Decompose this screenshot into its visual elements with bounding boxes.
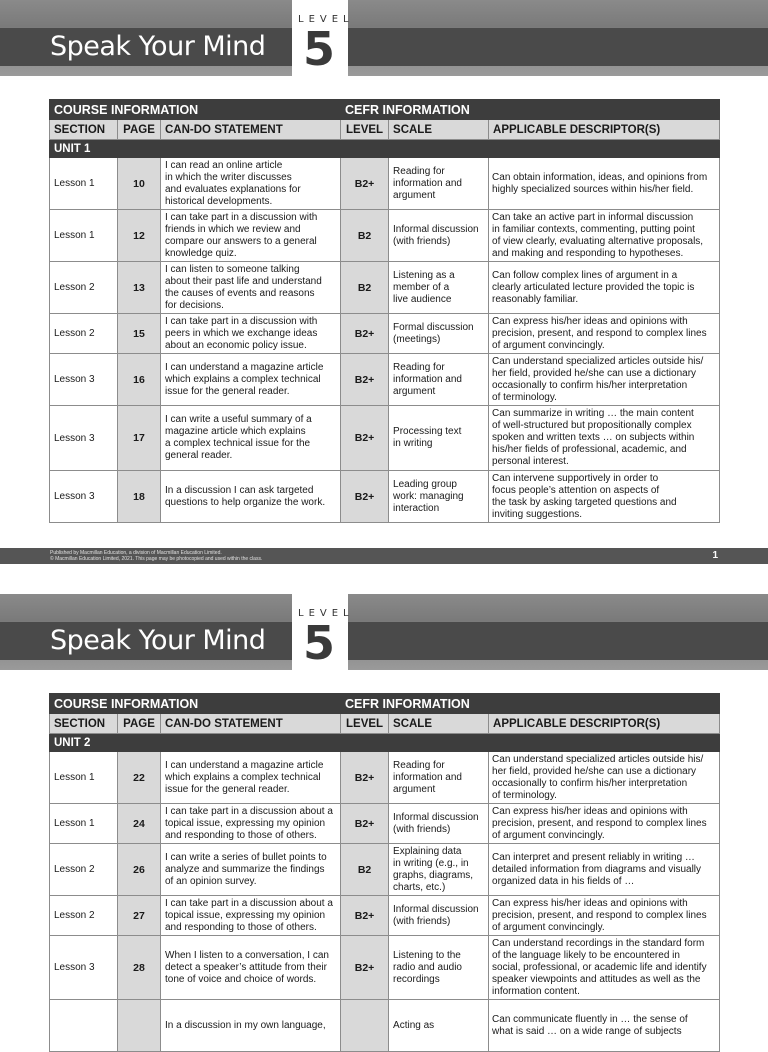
page-cell: 27 — [118, 896, 161, 936]
can-do-statement: I can understand a magazine article which explains a complex technical issue for the general reader. — [165, 759, 324, 795]
brand-title: Speak Your Mind — [50, 31, 266, 62]
section-cell: Lesson 3 — [50, 354, 118, 406]
level-cell: B2+ — [341, 314, 389, 354]
scale-cell: Leading group work: managing interaction — [393, 478, 464, 514]
table-column-header — [50, 714, 720, 734]
cefr-information-heading: CEFR INFORMATION — [341, 100, 720, 120]
section-cell: Lesson 2 — [50, 896, 118, 936]
level-cell: B2+ — [341, 406, 389, 471]
scale-cell: Reading for information and argument — [393, 759, 462, 795]
page-header — [0, 594, 768, 670]
course-table — [49, 693, 720, 1052]
cefr-information-heading: CEFR INFORMATION — [341, 694, 720, 714]
level-cell: B2+ — [341, 936, 389, 1000]
table-row — [50, 1000, 720, 1052]
descriptor-cell: Can take an active part in informal discussion in familiar contexts, commenting, putting point of view clearly, evaluating alternative proposals, and making and responding to hypotheses. — [492, 211, 704, 259]
unit-row — [50, 140, 720, 158]
page-cell: 18 — [118, 471, 161, 523]
level-number: 5 — [303, 616, 336, 670]
descriptor-cell: Can understand recordings in the standard form of the language likely to be encountered in social, professional, or academic life and identify speaker viewpoints and attitudes as well as the information content. — [492, 937, 707, 997]
column-header-descriptor: APPLICABLE DESCRIPTOR(S) — [489, 714, 720, 734]
descriptor-cell: Can communicate fluently in … the sense of what is said … on a wide range of subjects — [492, 1013, 688, 1037]
column-header-scale: SCALE — [389, 714, 489, 734]
can-do-statement: I can understand a magazine article which explains a complex technical issue for the general reader. — [165, 361, 324, 397]
descriptor-cell: Can understand specialized articles outside his/ her field, provided he/she can use a dictionary occasionally to confirm his/her interpretation of terminology. — [492, 753, 704, 801]
section-cell: Lesson 2 — [50, 314, 118, 354]
scale-cell: Listening to the radio and audio recordings — [393, 949, 462, 985]
table-row — [50, 752, 720, 804]
page-cell: 22 — [118, 752, 161, 804]
column-header-scale: SCALE — [389, 120, 489, 140]
level-word: LEVEL — [298, 14, 354, 25]
page-footer — [0, 548, 768, 564]
level-cell: B2+ — [341, 471, 389, 523]
table-row — [50, 844, 720, 896]
document-page-2 — [0, 594, 768, 1037]
section-cell: Lesson 3 — [50, 471, 118, 523]
descriptor-cell: Can summarize in writing … the main content of well-structured but propositionally complex spoken and written texts … on subjects within his/her fields of professional, academic, and personal interest. — [492, 408, 695, 467]
publisher-notice: Published by Macmillan Education, a division of Macmillan Education Limited. © Macmillan Education Limited, 2021. This page may be photocopied and used within the class. — [50, 550, 263, 562]
scale-cell: Acting as — [393, 1019, 435, 1031]
page-cell: 10 — [118, 158, 161, 210]
page-cell: 13 — [118, 262, 161, 314]
level-cell: B2+ — [341, 752, 389, 804]
column-header-page: PAGE — [118, 120, 161, 140]
column-header-section: SECTION — [50, 714, 118, 734]
column-header-descriptor: APPLICABLE DESCRIPTOR(S) — [489, 120, 720, 140]
can-do-statement: I can take part in a discussion with friends in which we review and compare our answers to a general knowledge quiz. — [165, 211, 318, 259]
descriptor-cell: Can understand specialized articles outside his/ her field, provided he/she can use a dictionary occasionally to confirm his/her interpretation of terminology. — [492, 355, 704, 403]
section-cell — [50, 1000, 118, 1052]
brand-title: Speak Your Mind — [50, 625, 266, 656]
descriptor-cell: Can follow complex lines of argument in a clearly articulated lecture provided the topic is reasonably familiar. — [492, 269, 695, 305]
table-row — [50, 471, 720, 523]
page-cell: 17 — [118, 406, 161, 471]
level-word: LEVEL — [298, 608, 354, 619]
section-cell: Lesson 2 — [50, 844, 118, 896]
level-cell: B2 — [341, 210, 389, 262]
level-cell: B2 — [341, 262, 389, 314]
scale-cell: Reading for information and argument — [393, 165, 462, 201]
table-group-header — [50, 694, 720, 714]
column-header-section: SECTION — [50, 120, 118, 140]
page-number: 1 — [712, 550, 718, 561]
can-do-statement: I can write a series of bullet points to analyze and summarize the findings of an opinion survey. — [165, 851, 327, 887]
table-row — [50, 406, 720, 471]
descriptor-cell: Can express his/her ideas and opinions with precision, present, and respond to complex lines of argument convincingly. — [492, 897, 707, 933]
table-row — [50, 158, 720, 210]
level-number: 5 — [303, 22, 336, 76]
descriptor-cell: Can obtain information, ideas, and opinions from highly specialized sources within his/her field. — [492, 171, 708, 195]
can-do-statement: In a discussion I can ask targeted questions to help organize the work. — [165, 484, 326, 508]
table-row — [50, 354, 720, 406]
course-information-heading: COURSE INFORMATION — [50, 100, 341, 120]
scale-cell: Reading for information and argument — [393, 361, 462, 397]
section-cell: Lesson 1 — [50, 210, 118, 262]
can-do-statement: In a discussion in my own language, — [165, 1019, 326, 1031]
level-cell: B2+ — [341, 158, 389, 210]
can-do-statement: I can listen to someone talking about their past life and understand the causes of events and reasons for decisions. — [165, 263, 322, 311]
unit-label: UNIT 1 — [50, 140, 720, 158]
scale-cell: Informal discussion (with friends) — [393, 903, 479, 927]
descriptor-cell: Can intervene supportively in order to focus people’s attention on aspects of the task by asking targeted questions and inviting suggestions. — [492, 472, 677, 520]
section-cell: Lesson 3 — [50, 406, 118, 471]
page-separator — [0, 566, 768, 594]
table-row — [50, 262, 720, 314]
level-cell: B2+ — [341, 354, 389, 406]
column-header-can-do: CAN-DO STATEMENT — [161, 714, 341, 734]
column-header-page: PAGE — [118, 714, 161, 734]
can-do-statement: When I listen to a conversation, I can detect a speaker’s attitude from their tone of voice and choice of words. — [165, 949, 329, 985]
level-cell: B2+ — [341, 896, 389, 936]
level-cell: B2 — [341, 844, 389, 896]
scale-cell: Formal discussion (meetings) — [393, 321, 474, 345]
unit-label: UNIT 2 — [50, 734, 720, 752]
course-information-heading: COURSE INFORMATION — [50, 694, 341, 714]
section-cell: Lesson 1 — [50, 752, 118, 804]
descriptor-cell: Can express his/her ideas and opinions with precision, present, and respond to complex lines of argument convincingly. — [492, 315, 707, 351]
page-cell: 12 — [118, 210, 161, 262]
level-cell — [341, 1000, 389, 1052]
section-cell: Lesson 3 — [50, 936, 118, 1000]
page-header — [0, 0, 768, 76]
table-row — [50, 804, 720, 844]
column-header-level: LEVEL — [341, 714, 389, 734]
can-do-statement: I can read an online article in which the writer discusses and evaluates explanations for historical developments. — [165, 159, 301, 207]
scale-cell: Processing text in writing — [393, 426, 462, 449]
scale-cell: Informal discussion (with friends) — [393, 811, 479, 835]
table-group-header — [50, 100, 720, 120]
scale-cell: Explaining data in writing (e.g., in graphs, diagrams, charts, etc.) — [393, 845, 474, 893]
can-do-statement: I can write a useful summary of a magazine article which explains a complex technical issue for the general reader. — [165, 414, 312, 461]
column-header-can-do: CAN-DO STATEMENT — [161, 120, 341, 140]
page-cell: 28 — [118, 936, 161, 1000]
scale-cell: Listening as a member of a live audience — [393, 269, 455, 305]
can-do-statement: I can take part in a discussion about a topical issue, expressing my opinion and responding to those of others. — [165, 805, 333, 841]
descriptor-cell: Can express his/her ideas and opinions with precision, present, and respond to complex lines of argument convincingly. — [492, 805, 707, 841]
level-cell: B2+ — [341, 804, 389, 844]
descriptor-cell: Can interpret and present reliably in writing … detailed information from diagrams and visually organized data in his fields of … — [492, 851, 702, 887]
course-table — [49, 99, 720, 523]
page-cell: 15 — [118, 314, 161, 354]
page-cell: 24 — [118, 804, 161, 844]
can-do-statement: I can take part in a discussion about a topical issue, expressing my opinion and responding to those of others. — [165, 897, 333, 933]
page-cell: 16 — [118, 354, 161, 406]
scale-cell: Informal discussion (with friends) — [393, 223, 479, 247]
can-do-statement: I can take part in a discussion with peers in which we exchange ideas about an economic policy issue. — [165, 315, 318, 351]
section-cell: Lesson 1 — [50, 804, 118, 844]
table-row — [50, 936, 720, 1000]
level-badge — [294, 616, 344, 670]
page-cell: 26 — [118, 844, 161, 896]
unit-row — [50, 734, 720, 752]
table-column-header — [50, 120, 720, 140]
section-cell: Lesson 1 — [50, 158, 118, 210]
table-row — [50, 896, 720, 936]
table-row — [50, 314, 720, 354]
level-badge — [294, 22, 344, 76]
page-cell — [118, 1000, 161, 1052]
table-row — [50, 210, 720, 262]
column-header-level: LEVEL — [341, 120, 389, 140]
section-cell: Lesson 2 — [50, 262, 118, 314]
